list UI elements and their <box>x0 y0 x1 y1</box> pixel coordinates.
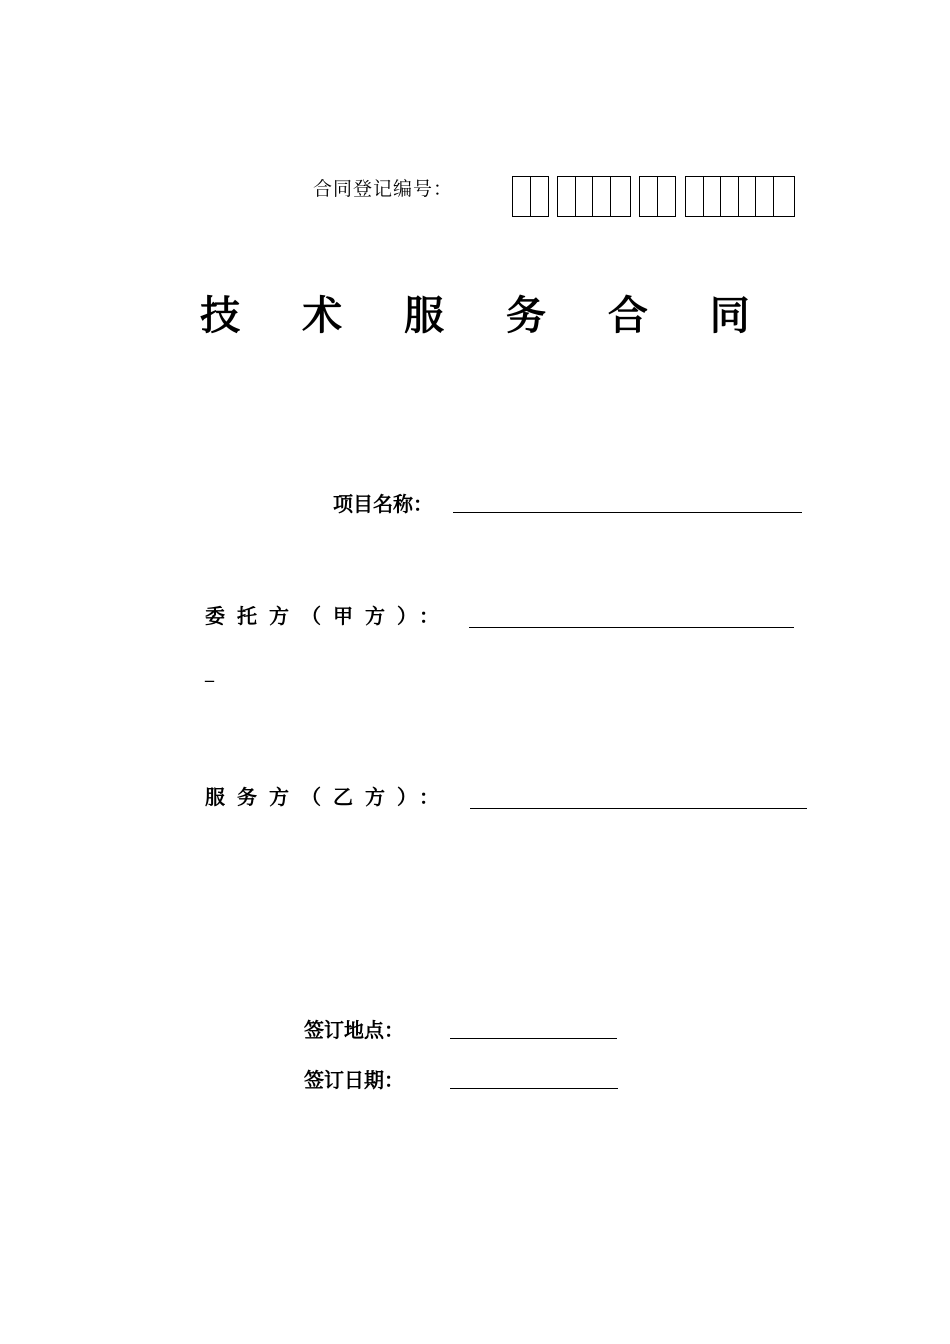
sign-date-line[interactable] <box>450 1088 618 1089</box>
registration-box-group-4[interactable] <box>685 176 795 217</box>
registration-digit-box[interactable] <box>721 177 739 216</box>
client-line[interactable] <box>469 627 794 628</box>
registration-digit-box[interactable] <box>640 177 658 216</box>
project-name-line[interactable] <box>453 512 802 513</box>
registration-digit-box[interactable] <box>593 177 611 216</box>
registration-box-group-2[interactable] <box>557 176 631 217</box>
provider-line[interactable] <box>470 808 807 809</box>
client-label: 委托方（甲方）： <box>205 604 451 628</box>
registration-digit-box[interactable] <box>739 177 757 216</box>
registration-digit-box[interactable] <box>531 177 549 216</box>
sign-date-label: 签订日期： <box>304 1068 404 1092</box>
registration-digit-box[interactable] <box>558 177 576 216</box>
registration-digit-box[interactable] <box>513 177 531 216</box>
registration-digit-box[interactable] <box>686 177 704 216</box>
registration-number-label: 合同登记编号： <box>313 178 454 200</box>
registration-digit-box[interactable] <box>774 177 792 216</box>
registration-digit-box[interactable] <box>658 177 676 216</box>
registration-digit-box[interactable] <box>704 177 722 216</box>
provider-label: 服务方（乙方）： <box>205 785 451 809</box>
registration-box-group-1[interactable] <box>512 176 549 217</box>
document-title: 技 术 服 务 合 同 <box>200 292 774 339</box>
client-line-continuation: _ <box>205 662 214 683</box>
registration-digit-box[interactable] <box>576 177 594 216</box>
registration-digit-box[interactable] <box>756 177 774 216</box>
sign-place-line[interactable] <box>450 1038 617 1039</box>
registration-digit-box[interactable] <box>611 177 629 216</box>
registration-box-group-3[interactable] <box>639 176 676 217</box>
sign-place-label: 签订地点： <box>304 1018 404 1042</box>
project-name-label: 项目名称： <box>333 492 433 516</box>
